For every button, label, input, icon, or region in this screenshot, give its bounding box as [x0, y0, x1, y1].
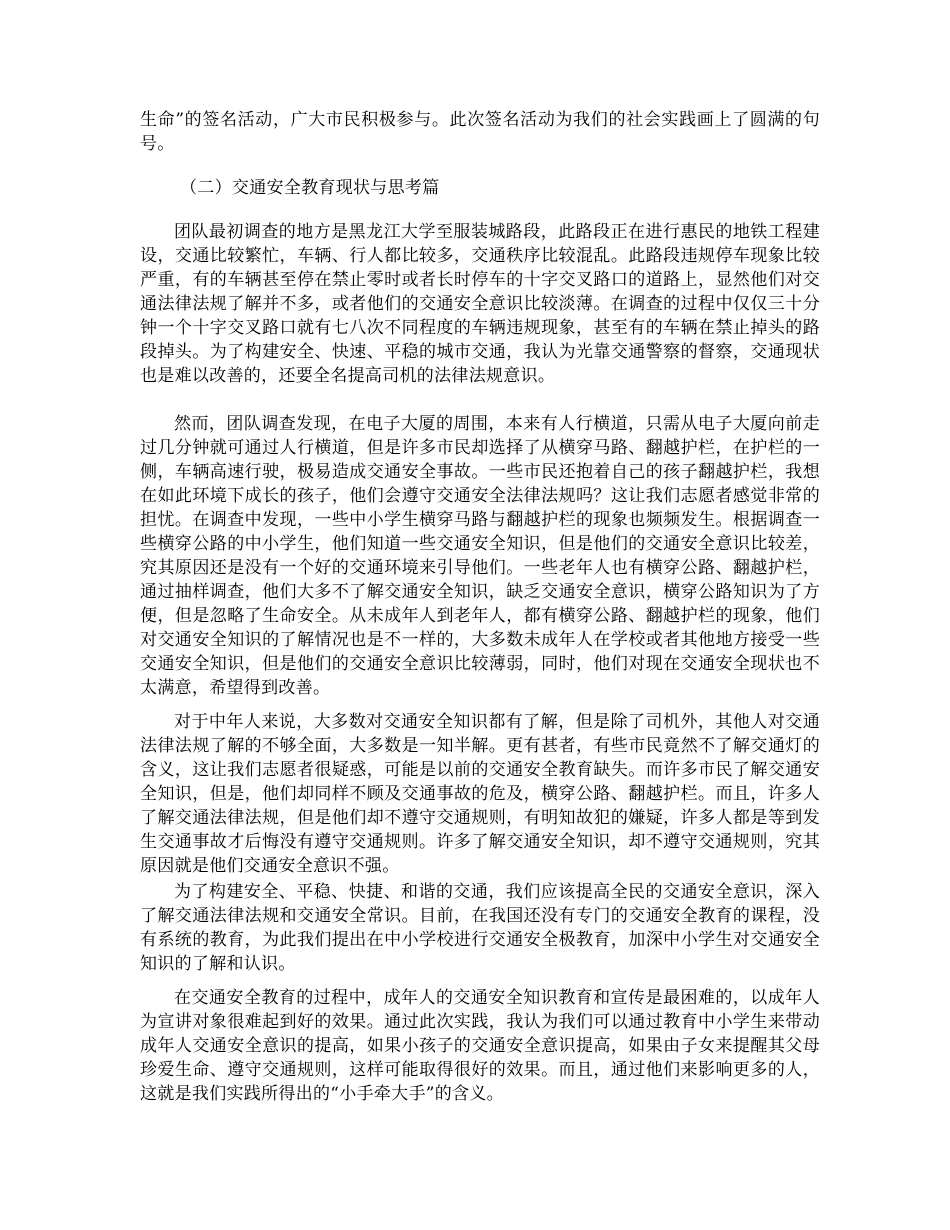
paragraph-4 — [140, 880, 820, 976]
paragraph-text: 对于中年人来说，大多数对交通安全知识都有了解，但是除了司机外，其他人对交通法律法规了解的不够全面，大多数是一知半解。更有甚者，有些市民竟然不了解交通灯的含义，这让我们志愿者很疑惑，可能是以前的交通安全教育缺失。而许多市民了解交通安全知识，但是，他们却同样不顾及交通事故的危及，横穿公路、翻越护栏。而且，许多人了解交通法律法规，但是他们却不遵守交通规则，有明知故犯的嫌疑，许多人都是等到发生交通事故才后悔没有遵守交通规则。许多了解交通安全知识，却不遵守交通规则，究其原因就是他们交通安全意识不强。 — [140, 712, 820, 876]
paragraph-1 — [140, 220, 820, 388]
continuation-paragraph — [140, 108, 820, 156]
paragraph-text: 团队最初调查的地方是黑龙江大学至服装城路段，此路段正在进行惠民的地铁工程建设，交通比较繁忙，车辆、行人都比较多，交通秩序比较混乱。此路段违规停车现象比较严重，有的车辆甚至停在禁止零时或者长时停车的十字交叉路口的道路上，显然他们对交通法律法规了解并不多，或者他们的交通安全意识比较淡薄。在调查的过程中仅仅三十分钟一个十字交叉路口就有七八次不同程度的车辆违规现象，甚至有的车辆在禁止掉头的路段掉头。为了构建安全、快速、平稳的城市交通，我认为光靠交通警察的督察，交通现状也是难以改善的，还要全名提高司机的法律法规意识。 — [140, 222, 820, 386]
paragraph-5 — [140, 986, 820, 1106]
paragraph-text: 然而，团队调查发现，在电子大厦的周围，本来有人行横道，只需从电子大厦向前走过几分钟就可通过人行横道，但是许多市民却选择了从横穿马路、翻越护栏，在护栏的一侧，车辆高速行驶，极易造成交通安全事故。一些市民还抱着自己的孩子翻越护栏，我想在如此环境下成长的孩子，他们会遵守交通安全法律法规吗？这让我们志愿者感觉非常的担忧。在调查中发现，一些中小学生横穿马路与翻越护栏的现象也频频发生。根据调查一些横穿公路的中小学生，他们知道一些交通安全知识，但是他们的交通安全意识比较差，究其原因还是没有一个好的交通环境来引导他们。一些老年人也有横穿公路、翻越护栏，通过抽样调查，他们大多不了解交通安全知识，缺乏交通安全意识，横穿公路知识为了方便，但是忽略了生命安全。从未成年人到老年人，都有横穿公路、翻越护栏的现象，他们对交通安全知识的了解情况也是不一样的，大多数未成年人在学校或者其他地方接受一些交通安全知识，但是他们的交通安全意识比较薄弱，同时，他们对现在交通安全现状也不太满意，希望得到改善。 — [140, 414, 820, 698]
paragraph-2 — [140, 412, 820, 700]
paragraph-3 — [140, 710, 820, 878]
paragraph-text: 为了构建安全、平稳、快捷、和谐的交通，我们应该提高全民的交通安全意识，深入了解交通法律法规和交通安全常识。目前，在我国还没有专门的交通安全教育的课程，没有系统的教育，为此我们提出在中小学校进行交通安全极教育，加深中小学生对交通安全知识的了解和认识。 — [140, 882, 820, 974]
continuation-text: 生命”的签名活动，广大市民积极参与。此次签名活动为我们的社会实践画上了圆满的句号。 — [140, 110, 820, 154]
section-heading: （二）交通安全教育现状与思考篇 — [180, 178, 440, 198]
paragraph-text: 在交通安全教育的过程中，成年人的交通安全知识教育和宣传是最困难的，以成年人为宣讲对象很难起到好的效果。通过此次实践，我认为我们可以通过教育中小学生来带动成年人交通安全意识的提高，如果小孩子的交通安全意识提高，如果由子女来提醒其父母珍爱生命、遵守交通规则，这样可能取得很好的效果。而且，通过他们来影响更多的人，这就是我们实践所得出的“小手牵大手”的含义。 — [140, 988, 820, 1104]
